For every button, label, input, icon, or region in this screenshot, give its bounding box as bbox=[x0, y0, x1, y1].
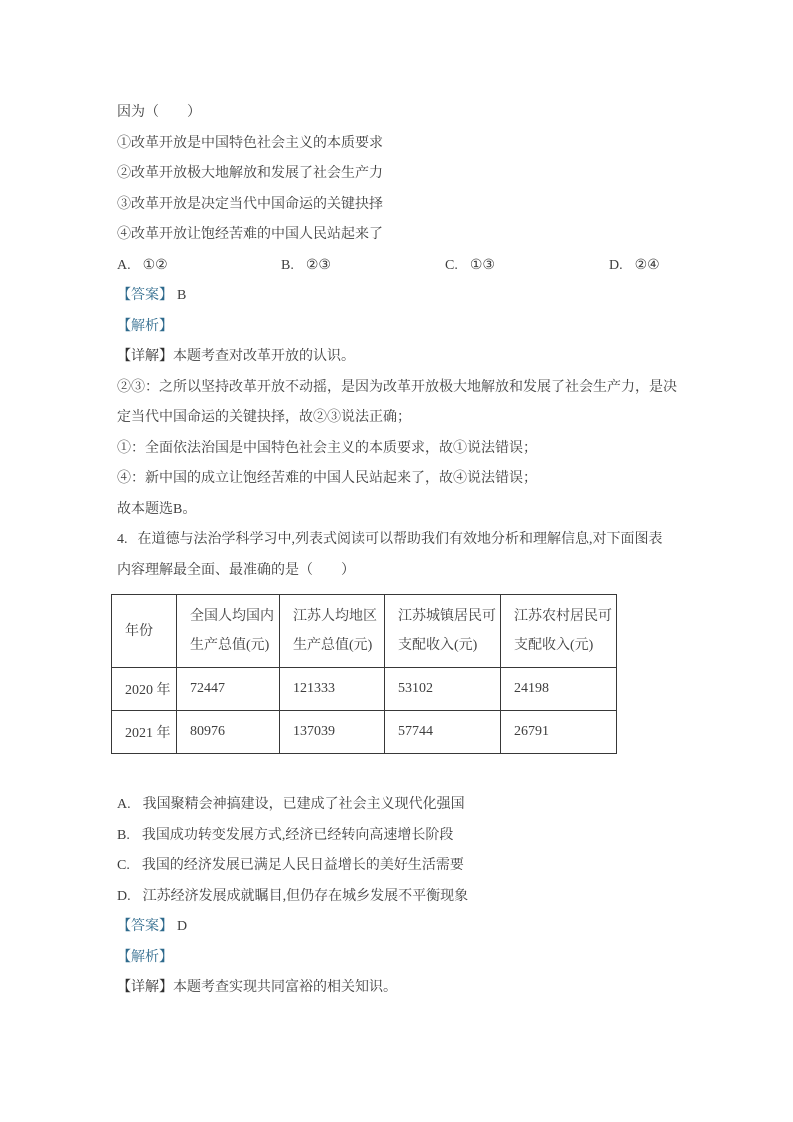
table-row-2021 bbox=[112, 711, 617, 754]
q3-option-b bbox=[281, 251, 445, 282]
table-header-rural-income bbox=[501, 595, 617, 668]
q4-detail-line bbox=[117, 973, 683, 1004]
q3-option-d-text: ②④ bbox=[634, 257, 660, 273]
q4-detail-label: 【详解】 bbox=[117, 980, 173, 995]
q3-options-row bbox=[117, 251, 683, 282]
header-jiangsu-gdp-line-2: 生产总值(元) bbox=[293, 638, 373, 653]
cell-2021-national-gdp: 80976 bbox=[177, 711, 280, 754]
cell-2021-year: 2021 年 bbox=[112, 711, 177, 754]
header-national-gdp-line-2: 生产总值(元) bbox=[190, 638, 270, 653]
q3-explanation-line-2: 定当代中国命运的关键抉择，故②③说法正确； bbox=[117, 410, 411, 425]
q3-explanation-line-3: ①：全面依法治国是中国特色社会主义的本质要求，故①说法错误； bbox=[117, 440, 537, 456]
header-year-line: 年份 bbox=[125, 623, 153, 639]
q4-number: 4. bbox=[117, 532, 128, 547]
q3-conclusion: 故本题选B。 bbox=[117, 501, 197, 517]
header-national-gdp-line-1: 全国人均国内 bbox=[190, 609, 274, 624]
q3-explanation-line-1: ②③：之所以坚持改革开放不动摇，是因为改革开放极大地解放和发展了社会生产力，是决 bbox=[117, 379, 677, 395]
q4-option-b-text: 我国成功转变发展方式,经济已经转向高速增长阶段 bbox=[141, 827, 454, 843]
q3-statement-3: ③改革开放是决定当代中国命运的关键抉择 bbox=[117, 196, 383, 212]
cell-2020-year: 2020 年 bbox=[112, 668, 177, 711]
q4-option-a-label: A. bbox=[117, 797, 131, 812]
q3-option-d-label: D. bbox=[609, 257, 623, 273]
table-header-urban-income bbox=[385, 595, 501, 668]
q4-answer-label: 【答案】 bbox=[117, 919, 173, 934]
q3-statement-4: ④改革开放让饱经苦难的中国人民站起来了 bbox=[117, 227, 383, 242]
table-header-year bbox=[112, 595, 177, 668]
q4-option-b bbox=[117, 821, 683, 852]
q3-answer-line bbox=[117, 281, 683, 312]
header-jiangsu-gdp-line-1: 江苏人均地区 bbox=[293, 609, 377, 624]
q3-explanation-line-4: ④：新中国的成立让饱经苦难的中国人民站起来了，故④说法错误； bbox=[117, 471, 537, 486]
q4-stem-text-1: 在道德与法治学科学习中,列表式阅读可以帮助我们有效地分析和理解信息,对下面图表 bbox=[137, 532, 663, 547]
header-urban-income-line-2: 支配收入(元) bbox=[398, 638, 478, 653]
q4-option-c-label: C. bbox=[117, 858, 130, 873]
q3-option-c-text: ①③ bbox=[469, 257, 495, 273]
q3-option-b-text: ②③ bbox=[305, 257, 331, 273]
q3-option-a bbox=[117, 251, 281, 282]
q3-detail-line bbox=[117, 342, 683, 373]
cell-2020-rural-income: 24198 bbox=[501, 668, 617, 711]
header-rural-income-line-2: 支配收入(元) bbox=[514, 638, 594, 653]
q4-option-a bbox=[117, 790, 683, 821]
q3-answer-label: 【答案】 bbox=[117, 288, 173, 303]
q3-option-c bbox=[445, 251, 609, 282]
q4-option-c-text: 我国的经济发展已满足人民日益增长的美好生活需要 bbox=[141, 858, 464, 873]
q4-detail-text: 本题考查实现共同富裕的相关知识。 bbox=[173, 980, 397, 995]
q4-option-b-label: B. bbox=[117, 827, 130, 843]
table-header-national-gdp bbox=[177, 595, 280, 668]
q4-option-d bbox=[117, 882, 683, 913]
cell-2020-jiangsu-gdp: 121333 bbox=[280, 668, 385, 711]
header-rural-income-line-1: 江苏农村居民可 bbox=[514, 609, 612, 624]
q3-option-d bbox=[609, 251, 683, 282]
q3-answer-value: B bbox=[177, 288, 187, 303]
cell-2020-national-gdp: 72447 bbox=[177, 668, 280, 711]
q4-answer-line bbox=[117, 912, 683, 943]
q4-analysis-label: 【解析】 bbox=[117, 949, 173, 965]
q3-statement-2: ②改革开放极大地解放和发展了社会生产力 bbox=[117, 166, 383, 181]
cell-2020-urban-income: 53102 bbox=[385, 668, 501, 711]
q3-stem-tail: 因为（ ） bbox=[117, 105, 201, 120]
page-content bbox=[117, 98, 683, 1004]
q3-statement-1: ①改革开放是中国特色社会主义的本质要求 bbox=[117, 135, 383, 151]
q4-option-d-label: D. bbox=[117, 888, 131, 904]
q3-detail-text: 本题考查对改革开放的认识。 bbox=[173, 349, 355, 364]
table-header-row bbox=[112, 595, 617, 668]
q4-answer-value: D bbox=[177, 919, 188, 934]
q4-options-block bbox=[117, 790, 683, 912]
table-header-jiangsu-gdp bbox=[280, 595, 385, 668]
q3-option-a-label: A. bbox=[117, 257, 131, 273]
q4-option-d-text: 江苏经济发展成就瞩目,但仍存在城乡发展不平衡现象 bbox=[142, 888, 469, 904]
q4-option-a-text: 我国聚精会神搞建设，已建成了社会主义现代化强国 bbox=[142, 797, 465, 812]
cell-2021-jiangsu-gdp: 137039 bbox=[280, 711, 385, 754]
header-urban-income-line-1: 江苏城镇居民可 bbox=[398, 609, 496, 624]
q3-detail-label: 【详解】 bbox=[117, 349, 173, 364]
q3-option-b-label: B. bbox=[281, 257, 294, 273]
q3-option-c-label: C. bbox=[445, 257, 458, 273]
table-row-2020 bbox=[112, 668, 617, 711]
q4-stem-line-2: 内容理解最全面、最准确的是（ ） bbox=[117, 562, 355, 578]
q4-option-c bbox=[117, 851, 683, 882]
q3-option-a-text: ①② bbox=[142, 257, 168, 273]
q4-stem-line-1 bbox=[117, 525, 683, 556]
cell-2021-rural-income: 26791 bbox=[501, 711, 617, 754]
statistics-table bbox=[111, 594, 617, 754]
cell-2021-urban-income: 57744 bbox=[385, 711, 501, 754]
q3-analysis-label: 【解析】 bbox=[117, 318, 173, 334]
